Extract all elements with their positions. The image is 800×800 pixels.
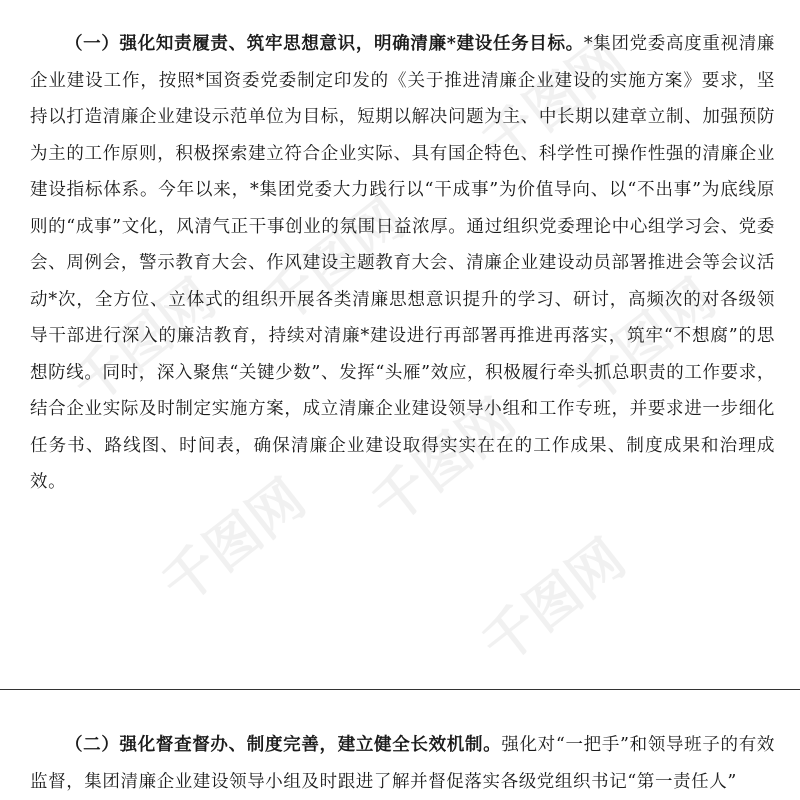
watermark: 千图网 <box>150 466 317 617</box>
watermark: 千图网 <box>250 186 417 337</box>
watermark: 千图网 <box>470 26 637 177</box>
section-divider <box>0 689 800 690</box>
watermark: 千图网 <box>470 526 637 677</box>
section-1-heading: （一）强化知责履责、筑牢思想意识，明确清廉*建设任务目标。 <box>65 34 584 54</box>
watermark: 千图网 <box>360 386 527 537</box>
section-2-body: 强化对“一把手”和领导班子的有效监督，集团清廉企业建设领导小组及时跟进了解并督促落实各级党组织书记“第一责任人” <box>30 735 775 792</box>
section-1-paragraph <box>30 26 775 501</box>
watermark: 千图网 <box>60 266 227 417</box>
section-2-paragraph <box>30 727 775 800</box>
section-2-heading: （二）强化督查督办、制度完善，建立健全长效机制。 <box>65 735 502 755</box>
watermark: 千图网 <box>560 266 727 417</box>
section-1-body: *集团党委高度重视清廉企业建设工作，按照*国资委党委制定印发的《关于推进清廉企业建设的实施方案》要求，坚持以打造清廉企业建设示范单位为目标，短期以解决问题为主、中长期以建章立制、加强预防为主的工作原则，积极探索建立符合企业实际、具有国企特色、科学性可操作性强的清廉企业建设指标体系。今年以来，*集团党委大力践行以“干成事”为价值导向、以“不出事”为底线原则的“成事”文化，风清气正干事创业的氛围日益浓厚。通过组织党委理论中心组学习会、党委会、周例会，警示教育大会、作风建设主题教育大会、清廉企业建设动员部署推进会等会议活动*次，全方位、立体式的组织开展各类清廉思想意识提升的学习、研讨，高频次的对各级领导干部进行深入的廉洁教育，持续对清廉*建设进行再部署再推进再落实，筑牢“不想腐”的思想防线。同时，深入聚焦“关键少数”、发挥“头雁”效应，积极履行牵头抓总职责的工作要求，结合企业实际及时制定实施方案，成立清廉企业建设领导小组和工作专班，并要求进一步细化任务书、路线图、时间表，确保清廉企业建设取得实实在在的工作成果、制度成果和治理成效。 <box>30 34 775 492</box>
